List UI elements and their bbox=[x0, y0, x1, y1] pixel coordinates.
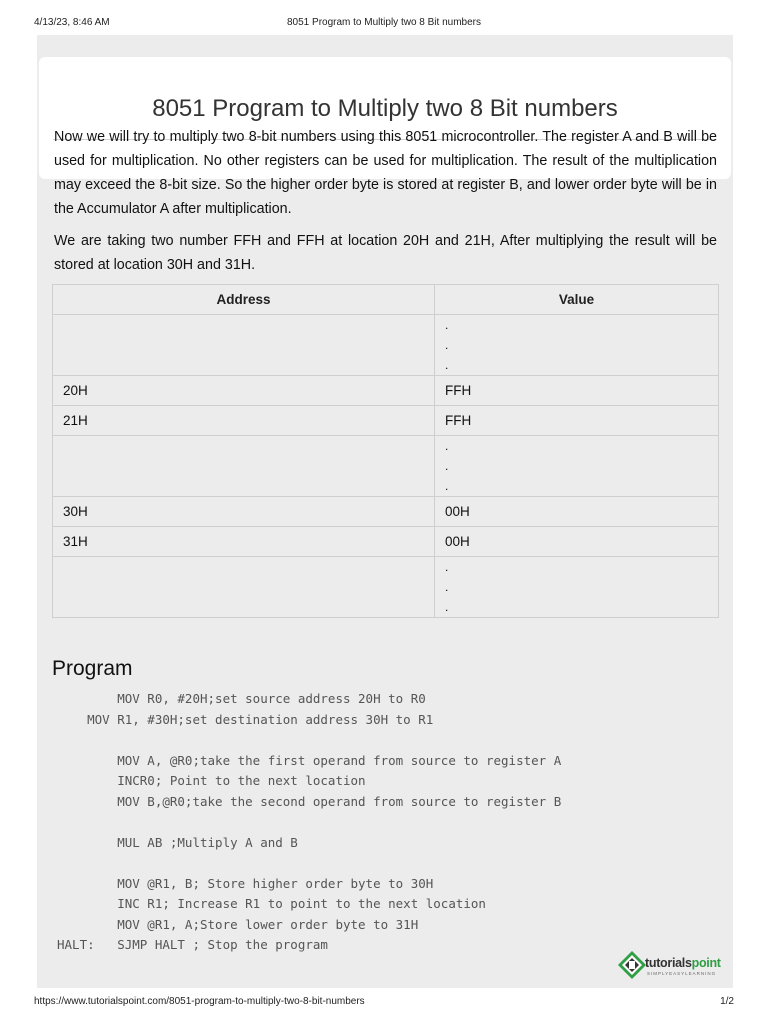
table-row bbox=[53, 557, 719, 618]
address-cell bbox=[53, 557, 435, 618]
address-cell bbox=[53, 315, 435, 376]
value-cell bbox=[435, 557, 719, 618]
address-column-header: Address bbox=[53, 285, 435, 315]
intro-paragraph: Now we will try to multiply two 8-bit numbers using this 8051 microcontroller. The register A and B will be used for multiplication. No other registers can be used for multiplication. The result of the multiplication may exceed the 8-bit size. So the higher order byte is stored at register B, and lower order byte will be in the Accumulator A after multiplication. bbox=[54, 129, 717, 217]
article-page bbox=[37, 35, 733, 988]
article-title: 8051 Program to Multiply two 8 Bit numbers bbox=[152, 95, 618, 122]
program-code-block: MOV R0, #20H;set source address 20H to R0 MOV R1, #30H;set destination address 30H to R1 MOV A, @R0;take the first operand from source to register A INCR0; Point to the next location MOV B,@R0;take the second operand from source to register B MUL AB ;Multiply A and B MOV @R1, B; Store higher order byte to 30H INC R1; Increase R1 to point to the next location MOV @R1, A;Store lower order byte to 31H HALT: SJMP HALT ; Stop the program bbox=[57, 691, 562, 952]
table-row bbox=[53, 527, 719, 557]
print-footer bbox=[34, 994, 734, 1010]
value-cell bbox=[435, 315, 719, 376]
value-cell: 00H bbox=[435, 497, 719, 527]
value-cell: FFH bbox=[435, 406, 719, 436]
ellipsis-dot: . bbox=[445, 600, 449, 614]
ellipsis-dot: . bbox=[445, 358, 449, 372]
ellipsis-dot: . bbox=[445, 580, 449, 594]
tutorialspoint-logo-icon bbox=[617, 950, 647, 980]
table-header-row bbox=[53, 285, 719, 315]
table-row bbox=[53, 497, 719, 527]
print-datetime: 4/13/23, 8:46 AM bbox=[34, 17, 110, 28]
ellipsis-dot: . bbox=[445, 439, 449, 453]
memory-table bbox=[52, 284, 719, 618]
address-cell: 30H bbox=[53, 497, 435, 527]
ellipsis-dot: . bbox=[445, 318, 449, 332]
print-url: https://www.tutorialspoint.com/8051-program-to-multiply-two-8-bit-numbers bbox=[34, 996, 365, 1007]
address-cell bbox=[53, 436, 435, 497]
value-cell: 00H bbox=[435, 527, 719, 557]
logo-tagline: SIMPLYEASYLEARNING bbox=[647, 971, 717, 976]
value-cell bbox=[435, 436, 719, 497]
address-cell: 31H bbox=[53, 527, 435, 557]
table-row bbox=[53, 315, 719, 376]
ellipsis-dot: . bbox=[445, 479, 449, 493]
table-row bbox=[53, 436, 719, 497]
program-heading: Program bbox=[52, 657, 133, 680]
address-cell: 21H bbox=[53, 406, 435, 436]
logo-wordmark-main: tutorials bbox=[645, 956, 692, 970]
value-column-header: Value bbox=[435, 285, 719, 315]
setup-paragraph: We are taking two number FFH and FFH at location 20H and 21H, After multiplying the result will be stored at location 30H and 31H. bbox=[54, 233, 717, 273]
logo-wordmark bbox=[645, 956, 721, 970]
logo-wordmark-accent: point bbox=[691, 956, 721, 970]
print-page-number: 1/2 bbox=[720, 996, 734, 1007]
ellipsis-dot: . bbox=[445, 560, 449, 574]
ellipsis-dot: . bbox=[445, 459, 449, 473]
ellipsis-dot: . bbox=[445, 338, 449, 352]
table-row bbox=[53, 376, 719, 406]
print-header bbox=[34, 14, 734, 30]
tutorialspoint-logo[interactable] bbox=[617, 950, 733, 980]
print-page-title: 8051 Program to Multiply two 8 Bit numbers bbox=[287, 17, 481, 28]
table-row bbox=[53, 406, 719, 436]
address-cell: 20H bbox=[53, 376, 435, 406]
value-cell: FFH bbox=[435, 376, 719, 406]
